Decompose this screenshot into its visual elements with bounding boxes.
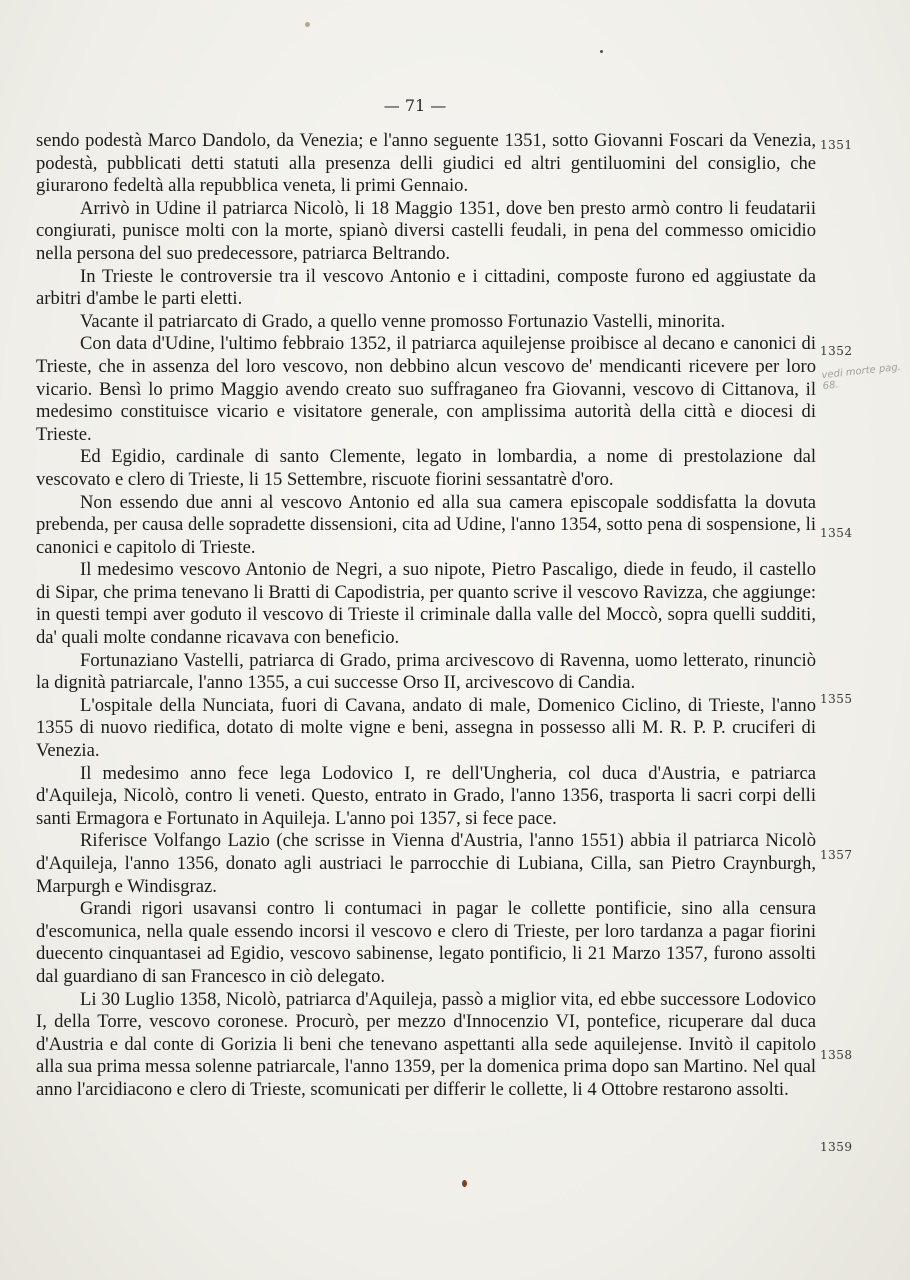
margin-year: 1354 — [820, 526, 853, 540]
handwritten-annotation: vedi morte pag. 68. — [821, 361, 902, 393]
margin-year: 1357 — [820, 848, 853, 862]
paragraph: Fortunaziano Vastelli, patriarca di Grado, prima arcivescovo di Ravenna, uomo letterato, rinunciò la dignità patriarcale, l'anno 1355, a cui successe Orso II, arcivescovo di Candia. — [36, 649, 816, 694]
paragraph: Arrivò in Udine il patriarca Nicolò, li 18 Maggio 1351, dove ben presto armò contro li feudatarii congiurati, punisce molti con la morte, spianò diversi castelli feudali, in pena del commesso omicidio nella persona del suo predecessore, patriarca Beltrando. — [36, 197, 816, 264]
ink-speck — [600, 50, 603, 53]
paragraph: sendo podestà Marco Dandolo, da Venezia; e l'anno seguente 1351, sotto Giovanni Foscari da Venezia, podestà, pubblicati detti statuti alla presenza delli giudici ed altri gentiluomini del consiglio, che giurarono fedeltà alla repubblica veneta, li primi Gennaio. — [36, 130, 816, 197]
margin-year: 1359 — [820, 1140, 853, 1154]
ink-speck — [305, 22, 310, 27]
paragraph: Li 30 Luglio 1358, Nicolò, patriarca d'Aquileja, passò a miglior vita, ed ebbe successore Lodovico I, della Torre, vescovo coronese. Procurò, per mezzo d'Innocenzio VI, pontefice, ricuperare dal duca d'Austria e dal conte di Gorizia li beni che tenevano aspettanti alla sede aquilejense. Invitò il capitolo alla sua prima messa solenne patriarcale, l'anno 1359, per la domenica prima dopo san Martino. Nel qual anno l'arcidiacono e clero di Trieste, scomunicati per differir le collette, li 4 Ottobre restarono assolti. — [36, 988, 816, 1100]
margin-year: 1355 — [820, 692, 853, 706]
paragraph: Vacante il patriarcato di Grado, a quello venne promosso Fortunazio Vastelli, minorita. — [80, 310, 726, 332]
paragraph: In Trieste le controversie tra il vescovo Antonio e i cittadini, composte furono ed aggiustate da arbitri d'ambe le parti eletti. — [36, 265, 816, 310]
margin-year: 1358 — [820, 1048, 853, 1062]
paragraph: Ed Egidio, cardinale di santo Clemente, legato in lombardia, a nome di prestolazione dal vescovato e clero di Trieste, li 15 Settembre, riscuote fiorini sessantatrè d'oro. — [36, 446, 816, 490]
paragraph: Riferisce Volfango Lazio (che scrisse in Vienna d'Austria, l'anno 1551) abbia il patriarca Nicolò d'Aquileja, l'anno 1356, donato agli austriaci le parrocchie di Lubiana, Cilla, san Pietro Craynburgh, Marpurgh e Windisgraz. — [36, 830, 816, 897]
paragraph: Con data d'Udine, l'ultimo febbraio 1352, il patriarca aquilejense proibisce al decano e canonici di Trieste, che in assenza del loro vescovo, non debbino alcun vescovo de' mendicanti ricevere per loro vicario. Bensì lo primo Maggio avendo creato suo suffraganeo fra Giovanni, vescovo di Cittanova, il medesimo constituisce vicario e visitatore generale, con amplissima autorità della città e diocesi di Trieste. — [36, 333, 816, 445]
paragraph: L'ospitale della Nunciata, fuori di Cavana, andato di male, Domenico Ciclino, di Trieste, l'anno 1355 di nuovo riedifica, dotato di molte vigne e beni, assegna in possesso alli M. R. P. P. cruciferi di Venezia. — [36, 694, 816, 762]
margin-year: 1352 — [820, 344, 853, 358]
paragraph: Grandi rigori usavansi contro li contumaci in pagar le collette pontificie, sino alla censura d'escomunica, nella quale essendo incorsi il vescovo e clero di Trieste, per loro tardanza a pagar fiorini duecento cinquantasei ad Egidio, vescovo sabinense, legato pontificio, li 21 Marzo 1357, furono assolti dal guardiano di san Francesco in ciò delegato. — [36, 898, 816, 987]
margin-year: 1351 — [820, 138, 853, 152]
page-number: — 71 — — [383, 96, 447, 115]
body-text — [36, 130, 816, 1102]
paragraph: Non essendo due anni al vescovo Antonio ed alla sua camera episcopale soddisfatta la dovuta prebenda, per causa delle sopradette dissensioni, cita ad Udine, l'anno 1354, sotto pena di sospensione, li canonici e capitolo di Trieste. — [36, 491, 816, 558]
paragraph: Il medesimo anno fece lega Lodovico I, re dell'Ungheria, col duca d'Austria, e patriarca d'Aquileja, Nicolò, contro li veneti. Questo, entrato in Grado, l'anno 1356, trasporta li sacri corpi delli santi Ermagora e Fortunato in Aquileja. L'anno poi 1357, si fece pace. — [36, 762, 816, 829]
ink-speck — [462, 1180, 467, 1187]
paragraph: Il medesimo vescovo Antonio de Negri, a suo nipote, Pietro Pascaligo, diede in feudo, il castello di Sipar, che prima tenevano li Bratti di Capodistria, per quanto scrive il vescovo Ravizza, che aggiunge: in questi tempi aver goduto il vescovo di Trieste il criminale dalla valle del Moccò, sopra quelli sudditi, da' quali molte condanne ricavava con beneficio. — [36, 559, 816, 649]
